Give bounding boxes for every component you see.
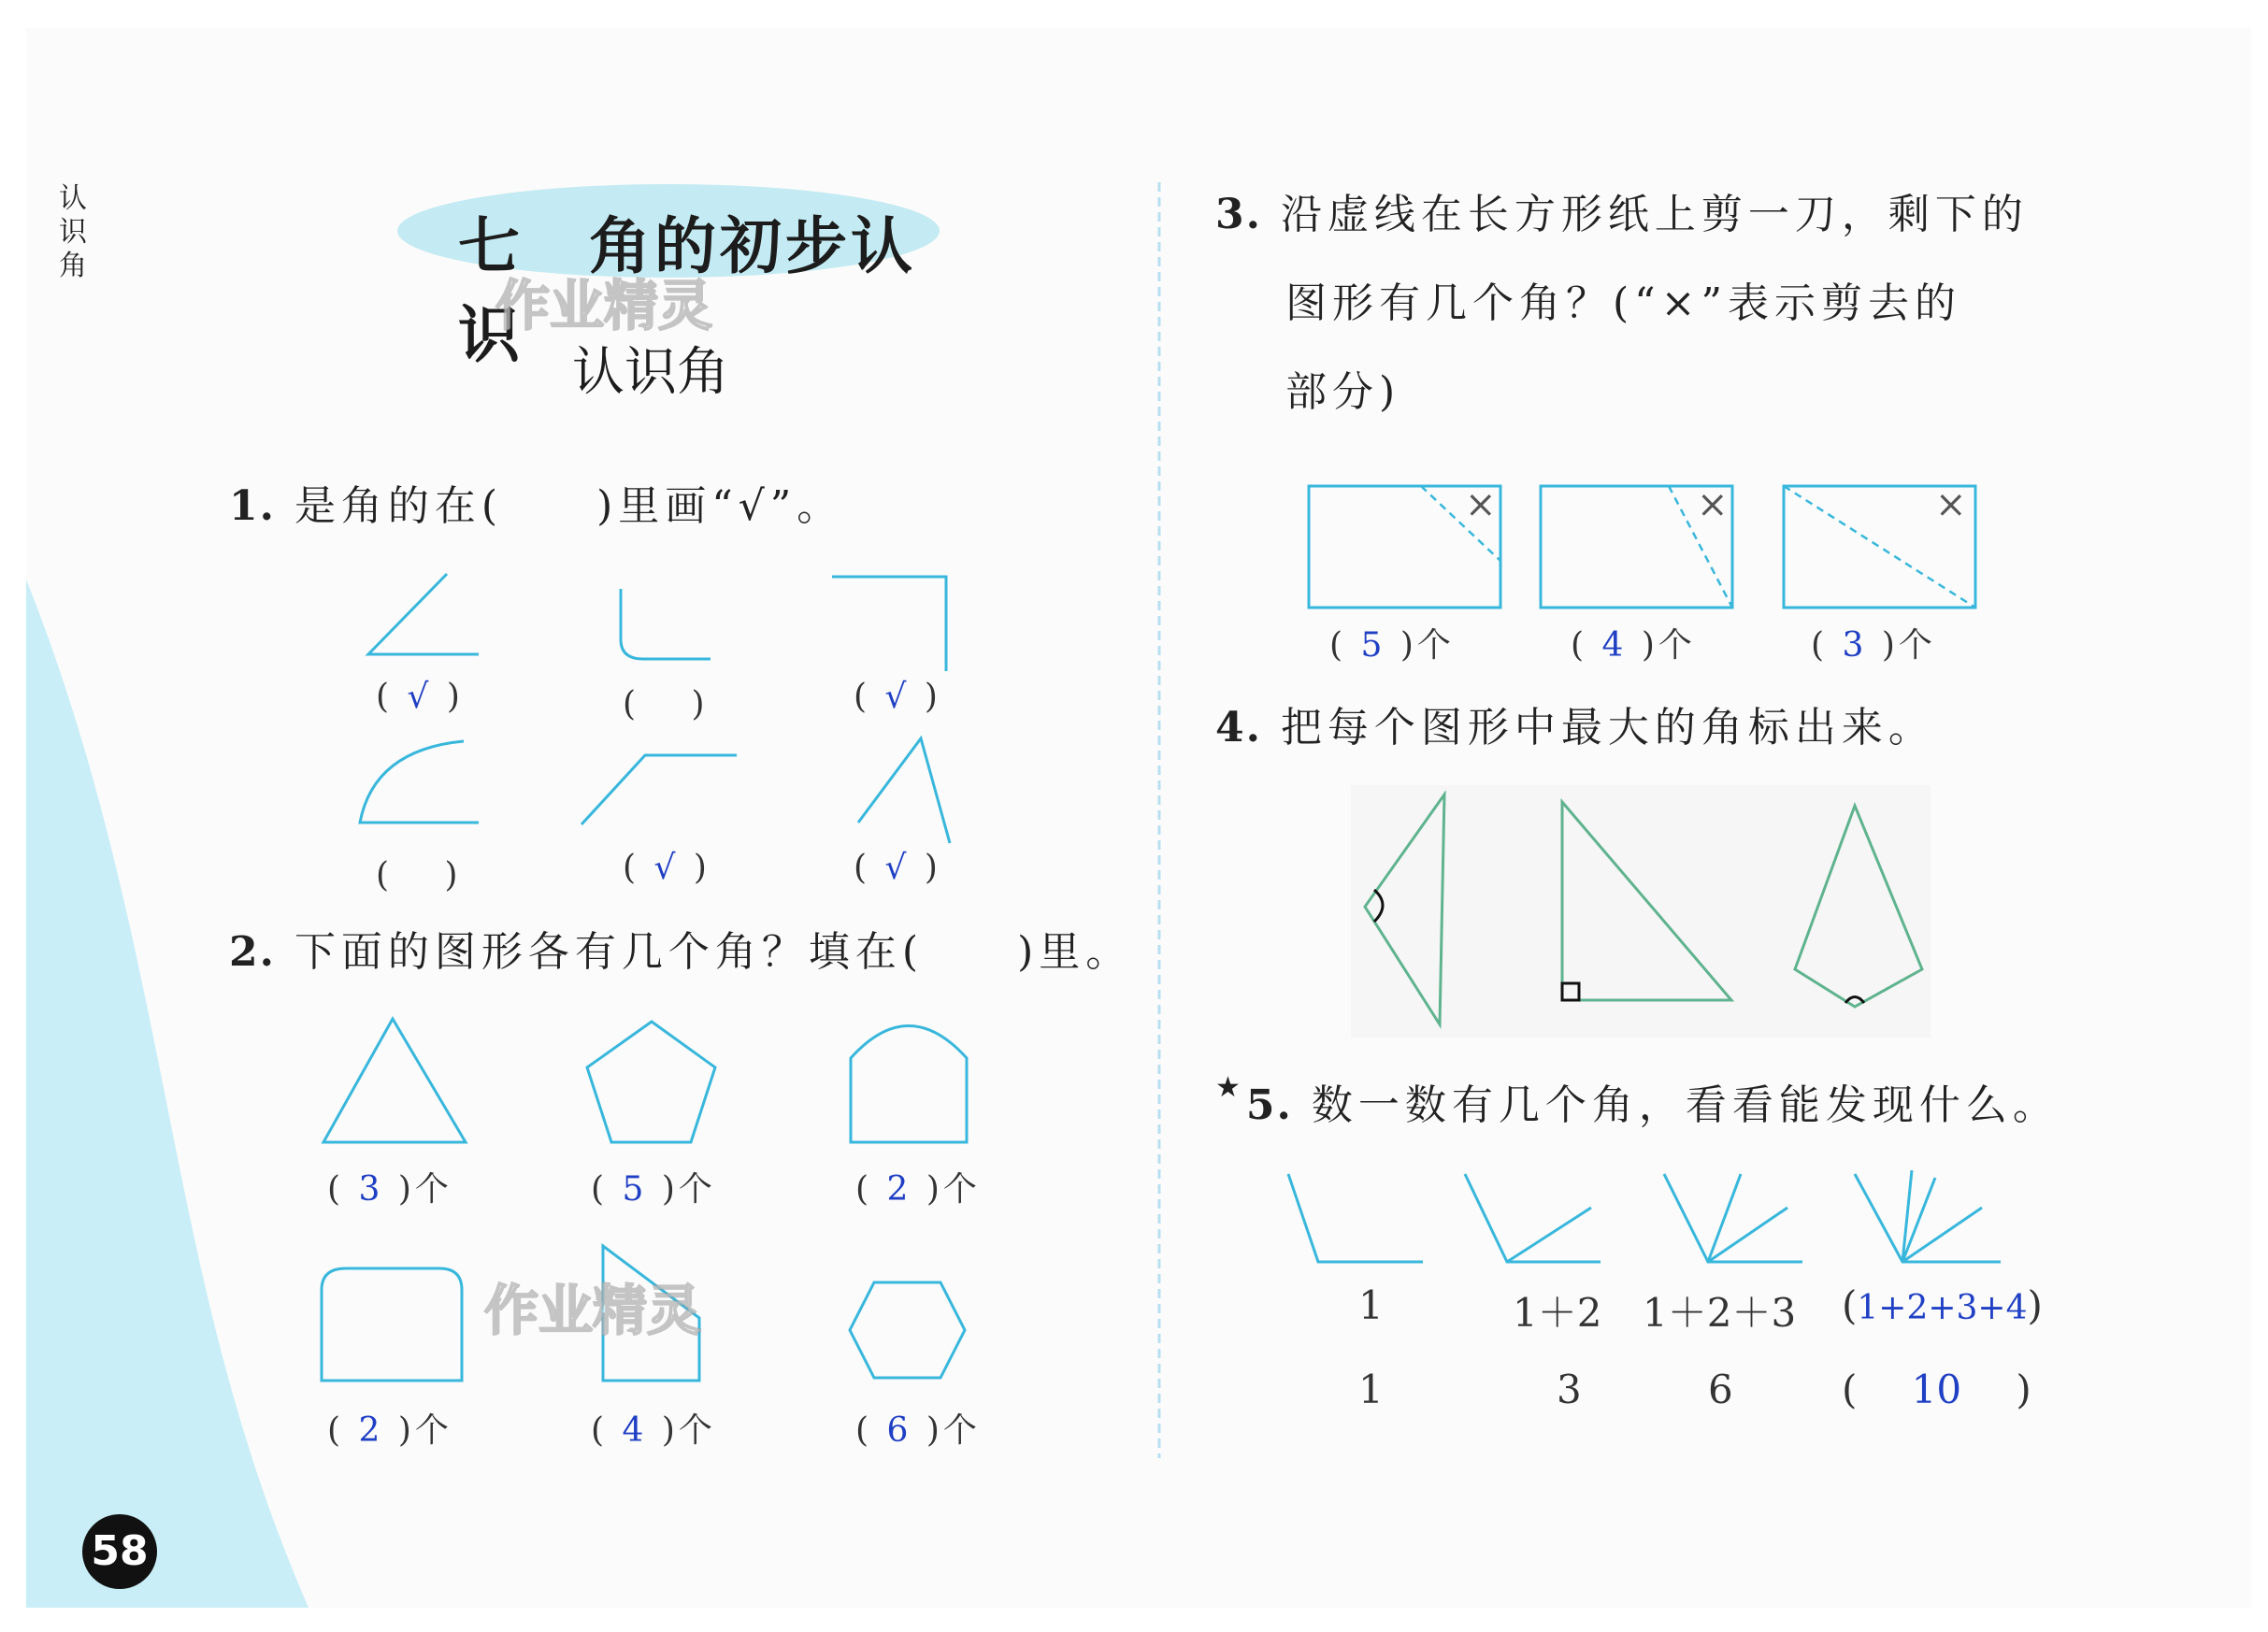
q3-answer-3: ( 3 )个 [1811,626,1936,665]
q1-prompt: 1. 是角的在( )里画“√”。 [229,482,844,530]
q3-answer-1: ( 5 )个 [1329,626,1455,665]
q5-figure-1 [1288,1174,1423,1262]
q5-total-answer: ( 10 ) [1842,1367,2031,1412]
q3-cross-mark-2: × [1697,483,1729,526]
q1-answer-2: ( ) [623,685,709,723]
q4-prompt: 4. 把每个图形中最大的角标出来。 [1215,704,1935,752]
q2-answer-5: ( 4 )个 [591,1411,716,1450]
chapter-title: 七 角的初步认识 [458,209,916,371]
q5-figure-2 [1465,1174,1601,1262]
q3-cross-mark-1: × [1465,483,1497,526]
page-number: 58 [82,1514,157,1589]
q2-answer-2: ( 5 )个 [591,1170,716,1209]
q5-sum-answer: (1+2+3+4) [1842,1282,2043,1328]
q3-prompt-line-2: 图形有几个角？(“×”表示剪去的 [1285,279,1962,327]
q2-prompt: 2. 下面的图形各有几个角？填在( )里。 [229,928,1133,976]
section-title: 认识角 [572,342,729,403]
q5-sum-3: 1＋2＋3 [1643,1290,1797,1336]
q5-figure-4 [1855,1170,2001,1262]
watermark-bottom: 作业精灵 [484,1279,702,1342]
q2-answer-3: ( 2 )个 [855,1170,981,1209]
q2-answer-1: ( 3 )个 [327,1170,452,1209]
q3-prompt-line-3: 部分) [1285,368,1401,416]
q3-answer-2: ( 4 )个 [1571,626,1696,665]
q3-cross-mark-3: × [1935,483,1967,526]
q3-prompt-line-1: 3. 沿虚线在长方形纸上剪一刀，剩下的 [1215,191,2029,238]
q5-total-3: 6 [1708,1367,1733,1412]
q1-answer-1: ( √ ) [376,678,464,716]
q1-answer-6: ( √ ) [854,849,941,887]
q5-figure-3 [1664,1174,1802,1262]
q5-prompt: ★5. 数一数有几个角，看看能发现什么。 [1215,1071,2060,1129]
q5-total-2: 3 [1557,1367,1582,1412]
q5-sum-1: 1 [1358,1282,1384,1328]
q5-total-1: 1 [1358,1367,1384,1412]
side-tab-label: 认识角 [59,182,87,282]
q2-answer-4: ( 2 )个 [327,1411,452,1450]
q1-answer-3: ( √ ) [854,678,941,716]
q2-answer-6: ( 6 )个 [855,1411,981,1450]
q1-answer-4: ( ) [376,856,462,895]
watermark-top: 作业精灵 [495,274,713,337]
q1-answer-5: ( √ ) [623,849,711,887]
q5-sum-2: 1＋2 [1513,1290,1602,1336]
